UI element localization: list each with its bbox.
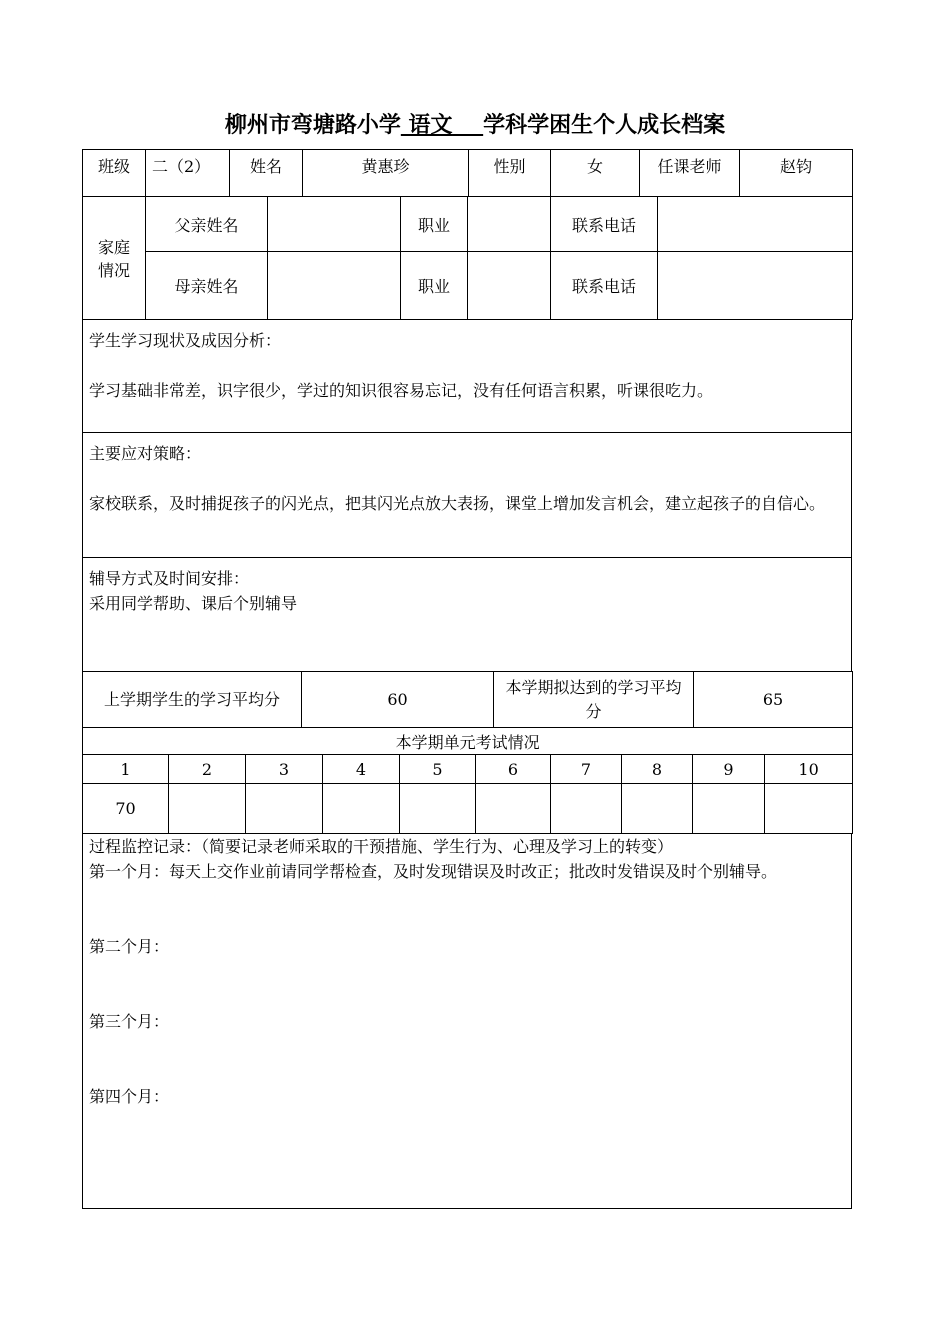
monitoring-table xyxy=(82,833,852,1209)
unit-number: 9 xyxy=(693,755,765,784)
unit-result xyxy=(400,784,476,834)
unit-exam-result-row xyxy=(83,784,853,834)
unit-result: 70 xyxy=(83,784,169,834)
family-table xyxy=(82,196,853,320)
average-score-table xyxy=(82,671,853,728)
unit-number: 4 xyxy=(323,755,400,784)
unit-result xyxy=(169,784,246,834)
unit-number: 3 xyxy=(246,755,323,784)
unit-result xyxy=(476,784,551,834)
father-name-value xyxy=(268,197,401,252)
monitoring-section xyxy=(83,834,852,1209)
unit-number: 8 xyxy=(622,755,693,784)
class-value: 二（2） xyxy=(146,150,230,197)
unit-result xyxy=(323,784,400,834)
tutoring-text: 采用同学帮助、课后个别辅导 xyxy=(89,594,298,613)
unit-result xyxy=(693,784,765,834)
analysis-heading: 学生学习现状及成因分析： xyxy=(89,331,282,350)
father-name-label: 父亲姓名 xyxy=(146,197,268,252)
monitoring-month-3: 第三个月： xyxy=(89,1012,170,1031)
unit-number: 1 xyxy=(83,755,169,784)
strategy-section xyxy=(83,433,852,558)
father-phone-label: 联系电话 xyxy=(551,197,658,252)
father-phone-value xyxy=(658,197,853,252)
title-prefix: 柳州市弯塘路小学 xyxy=(224,113,401,138)
monitoring-month-2: 第二个月： xyxy=(89,937,170,956)
unit-exam-table xyxy=(82,727,853,834)
father-job-value xyxy=(468,197,551,252)
mother-phone-label: 联系电话 xyxy=(551,252,658,320)
unit-exam-number-row xyxy=(83,755,853,784)
unit-number: 5 xyxy=(400,755,476,784)
mother-name-value xyxy=(268,252,401,320)
title-suffix: 学科学困生个人成长档案 xyxy=(483,113,726,138)
target-average-label: 本学期拟达到的学习平均分 xyxy=(494,672,694,728)
name-value: 黄惠珍 xyxy=(303,150,469,197)
unit-result xyxy=(622,784,693,834)
class-label: 班级 xyxy=(83,150,146,197)
unit-number: 7 xyxy=(551,755,622,784)
target-average-value: 65 xyxy=(694,672,853,728)
family-section-label: 家庭 情况 xyxy=(83,197,146,320)
unit-number: 10 xyxy=(765,755,853,784)
last-term-average-value: 60 xyxy=(302,672,494,728)
monitoring-month-1: 第一个月：每天上交作业前请同学帮检查，及时发现错误及时改正；批改时发错误及时个别辅导。 xyxy=(89,862,778,881)
last-term-average-label: 上学期学生的学习平均分 xyxy=(83,672,302,728)
mother-job-label: 职业 xyxy=(401,252,468,320)
unit-result xyxy=(765,784,853,834)
title-subject: 语文 xyxy=(408,113,453,138)
monitoring-heading: 过程监控记录：（简要记录老师采取的干预措施、学生行为、心理及学习上的转变） xyxy=(89,837,674,856)
profile-table xyxy=(82,149,853,197)
unit-result xyxy=(551,784,622,834)
unit-number: 6 xyxy=(476,755,551,784)
monitoring-month-4: 第四个月： xyxy=(89,1087,170,1106)
mother-name-label: 母亲姓名 xyxy=(146,252,268,320)
mother-job-value xyxy=(468,252,551,320)
teacher-label: 任课老师 xyxy=(640,150,740,197)
unit-result xyxy=(246,784,323,834)
mother-phone-value xyxy=(658,252,853,320)
analysis-text: 学习基础非常差，识字很少，学过的知识很容易忘记，没有任何语言积累，听课很吃力。 xyxy=(89,381,714,400)
strategy-heading: 主要应对策略： xyxy=(89,444,202,463)
teacher-value: 赵钧 xyxy=(740,150,853,197)
tutoring-heading: 辅导方式及时间安排： xyxy=(89,569,250,588)
strategy-text: 家校联系，及时捕捉孩子的闪光点，把其闪光点放大表扬，课堂上增加发言机会，建立起孩子的自信心。 xyxy=(89,494,826,513)
page-title xyxy=(0,108,950,139)
analysis-section xyxy=(83,320,852,433)
father-job-label: 职业 xyxy=(401,197,468,252)
tutoring-section xyxy=(83,558,852,672)
unit-number: 2 xyxy=(169,755,246,784)
narrative-table xyxy=(82,319,852,672)
gender-label: 性别 xyxy=(469,150,551,197)
name-label: 姓名 xyxy=(230,150,303,197)
gender-value: 女 xyxy=(551,150,640,197)
unit-exam-heading: 本学期单元考试情况 xyxy=(83,728,853,755)
